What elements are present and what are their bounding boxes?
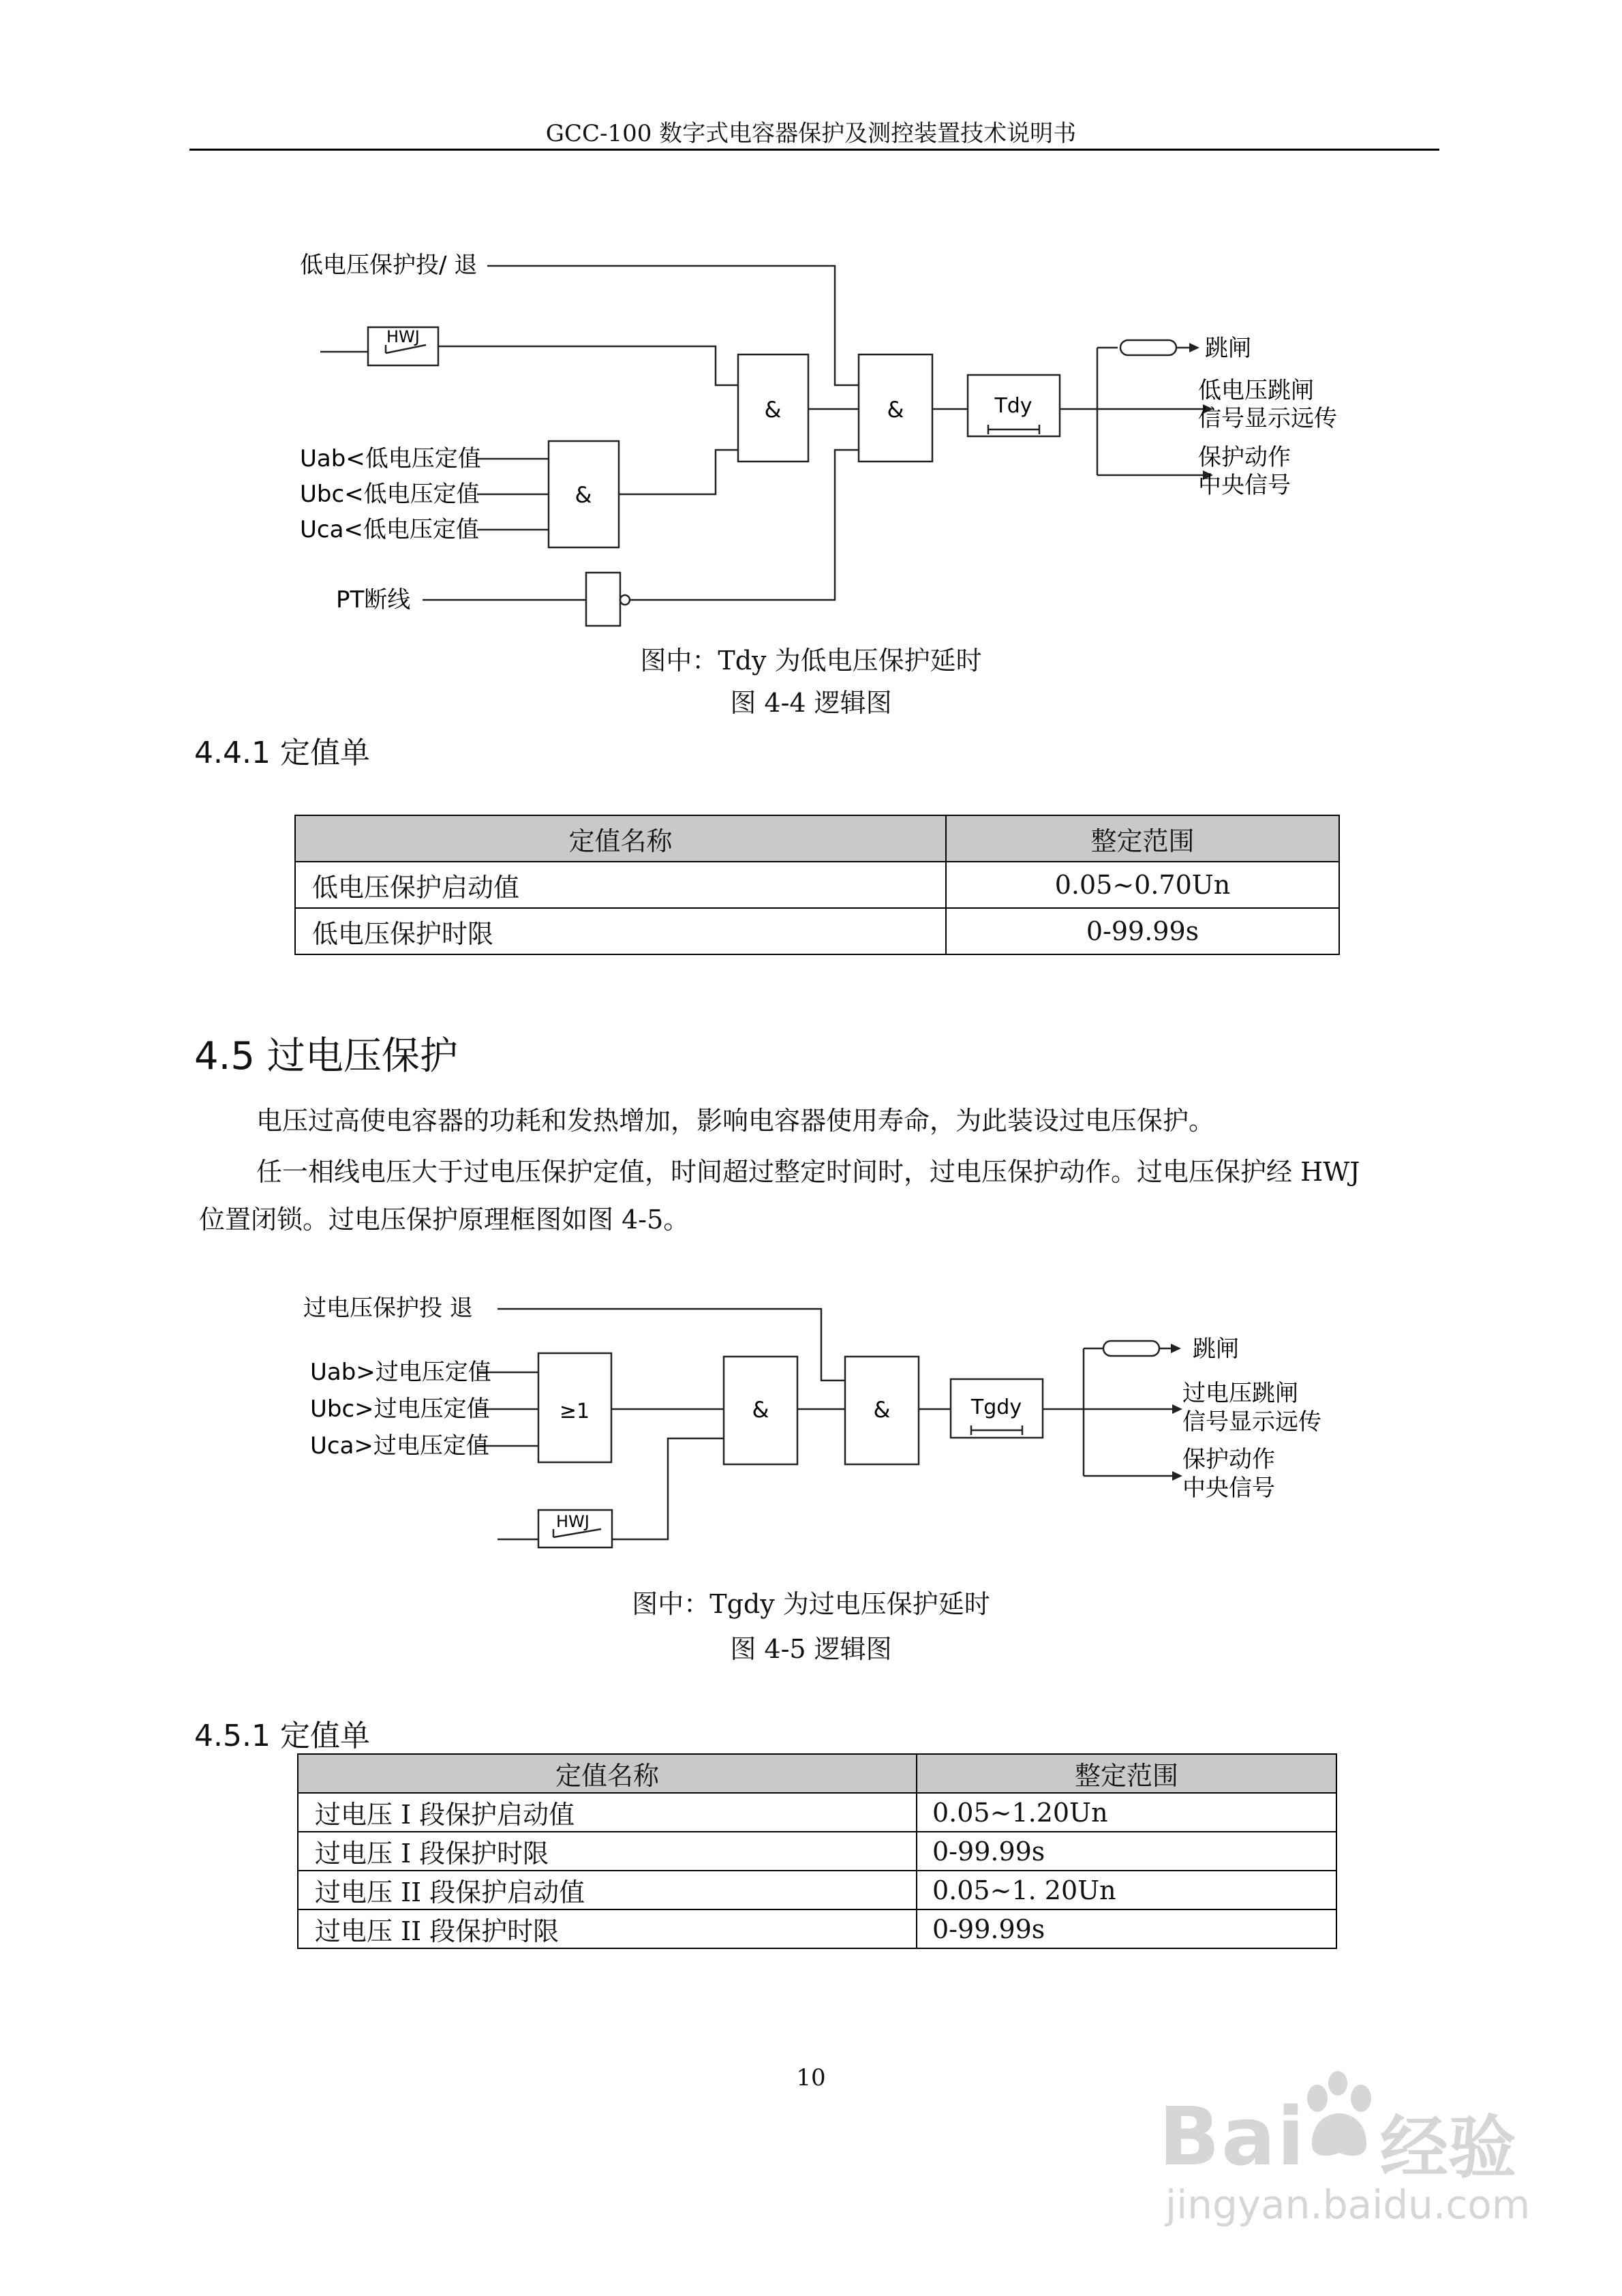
fig45-caption: 图 4-5 逻辑图 [730, 1634, 892, 1664]
col-header-range: 整定范围 [917, 1754, 1336, 1793]
fig45-and1-symbol: & [752, 1397, 769, 1423]
fig44-caption: 图 4-4 逻辑图 [730, 688, 892, 718]
inverter-bubble [620, 595, 630, 605]
arrow-signal [1172, 1404, 1182, 1414]
table-row [298, 1909, 1336, 1948]
setting-range: 0.05~0.70Un [946, 862, 1339, 908]
fig44-signal-label-1: 低电压跳闸 [1198, 377, 1314, 404]
watermark-brand-cn: 经验 [1380, 2108, 1516, 2188]
watermark-url: jingyan.baidu.com [1165, 2181, 1531, 2228]
setting-range: 0.05~1.20Un [917, 1793, 1336, 1832]
enable-line [487, 266, 859, 385]
fig44-enable-label: 低电压保护投/ 退 [300, 252, 478, 279]
fig44-and2-symbol: & [887, 397, 904, 423]
fig45-uab-label: Uab>过电压定值 [310, 1359, 491, 1386]
fig44-and1-symbol: & [764, 397, 782, 423]
fig45-central-label-1: 保护动作 [1182, 1446, 1275, 1473]
table-header-row [298, 1754, 1336, 1793]
fig45-and2-symbol: & [873, 1397, 891, 1423]
fig45-hwj-label: HWJ [556, 1512, 590, 1531]
sec45-paragraph-1: 电压过高使电容器的功耗和发热增加，影响电容器使用寿命，为此装设过电压保护。 [256, 1106, 1215, 1136]
sec45-heading: 4.5 过电压保护 [194, 1034, 458, 1078]
header-divider [189, 149, 1439, 151]
col-header-name: 定值名称 [298, 1754, 917, 1793]
table-row [298, 1871, 1336, 1909]
table-header-row [295, 815, 1339, 862]
setting-range: 0-99.99s [917, 1909, 1336, 1948]
setting-name: 低电压保护时限 [295, 908, 946, 954]
table-row [295, 862, 1339, 908]
figure-4-5-logic-diagram [0, 1268, 1622, 1582]
page-header-title: GCC-100 数字式电容器保护及测控装置技术说明书 [545, 120, 1077, 147]
fig44-pt-label: PT断线 [336, 586, 411, 614]
col-header-range: 整定范围 [946, 815, 1339, 862]
fig44-trip-label: 跳闸 [1205, 335, 1251, 362]
sec45-paragraph-2-line-2: 位置闭锁。过电压保护原理框图如图 4-5。 [199, 1205, 690, 1235]
table-row [298, 1793, 1336, 1832]
fig45-timer-label: Tgdy [970, 1395, 1022, 1419]
fig45-ubc-label: Ubc>过电压定值 [310, 1395, 490, 1423]
setting-range: 0-99.99s [917, 1832, 1336, 1871]
arrow-trip [1171, 1344, 1181, 1353]
fig44-ubc-label: Ubc<低电压定值 [300, 481, 480, 508]
fig45-or-symbol: ≥1 [559, 1400, 590, 1423]
trip-relay-symbol [1120, 340, 1176, 355]
sec451-heading: 4.5.1 定值单 [194, 1719, 370, 1753]
col-header-name: 定值名称 [295, 815, 946, 862]
fig45-central-label-2: 中央信号 [1182, 1475, 1275, 1502]
fig44-central-label-2: 中央信号 [1198, 472, 1291, 499]
fig45-signal-label-2: 信号显示远传 [1182, 1408, 1321, 1436]
setting-range: 0.05~1. 20Un [917, 1871, 1336, 1909]
sec441-heading: 4.4.1 定值单 [194, 736, 370, 770]
fig44-note: 图中：Tdy 为低电压保护延时 [640, 646, 982, 676]
not-gate-pt [586, 573, 620, 626]
setting-name: 低电压保护启动值 [295, 862, 946, 908]
fig44-timer-label: Tdy [994, 394, 1032, 418]
setting-name: 过电压 I 段保护时限 [298, 1832, 917, 1871]
fig45-uca-label: Uca>过电压定值 [310, 1432, 489, 1460]
fig44-central-label-1: 保护动作 [1198, 444, 1291, 471]
fig44-hwj-label: HWJ [386, 327, 420, 346]
trip-relay-symbol [1103, 1341, 1159, 1356]
arrow-central [1172, 1471, 1182, 1481]
arrow-trip [1189, 343, 1199, 352]
table-row [298, 1832, 1336, 1871]
fig44-uca-label: Uca<低电压定值 [300, 516, 479, 543]
watermark-brand: Bai [1159, 2089, 1306, 2184]
fig45-enable-label: 过电压保护投 退 [303, 1295, 473, 1322]
paw-icon [1298, 2071, 1380, 2166]
setting-range: 0-99.99s [946, 908, 1339, 954]
page-number: 10 [796, 2064, 826, 2091]
sec451-settings-table [297, 1753, 1337, 1949]
fig44-and3-symbol: & [575, 482, 592, 508]
sec441-settings-table [294, 815, 1340, 955]
figure-4-4-logic-diagram [0, 232, 1622, 654]
table-row [295, 908, 1339, 954]
fig44-uab-label: Uab<低电压定值 [300, 445, 481, 472]
enable-line [498, 1309, 845, 1380]
setting-name: 过电压 II 段保护启动值 [298, 1871, 917, 1909]
setting-name: 过电压 I 段保护启动值 [298, 1793, 917, 1832]
fig45-signal-label-1: 过电压跳闸 [1182, 1380, 1298, 1407]
fig45-note: 图中：Tgdy 为过电压保护延时 [632, 1589, 990, 1619]
fig44-signal-label-2: 信号显示远传 [1198, 405, 1337, 432]
fig45-trip-label: 跳闸 [1193, 1335, 1239, 1363]
setting-name: 过电压 II 段保护时限 [298, 1909, 917, 1948]
sec45-paragraph-2-line-1: 任一相线电压大于过电压保护定值，时间超过整定时间时，过电压保护动作。过电压保护经 HWJ [256, 1157, 1360, 1187]
